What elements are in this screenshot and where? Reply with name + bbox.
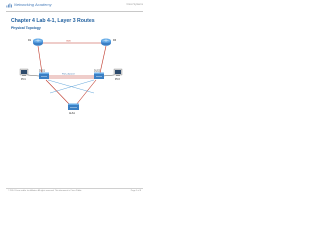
- link-dls2-als1: [76, 80, 96, 105]
- footer-divider: [6, 188, 143, 189]
- footer-copyright: © 2014 Cisco and/or its affiliates. All rights reserved. This document is Cisco Public.: [8, 190, 82, 192]
- cisco-logo-icon: [6, 3, 13, 9]
- host-pc1: [20, 69, 28, 76]
- section-heading: Physical Topology: [11, 26, 41, 30]
- router-r3-label: R3: [113, 39, 117, 42]
- router-r3: [101, 39, 111, 46]
- link-pc3-dls2: [103, 75, 114, 76]
- router-r1-label: R1: [28, 39, 32, 42]
- document-title: Chapter 4 Lab 4-1, Layer 3 Routes: [11, 18, 95, 24]
- page-header: [0, 0, 149, 12]
- link-r1-r3-label: G0/0: [66, 40, 71, 43]
- switch-dls1: [39, 73, 49, 80]
- link-pc1-dls1: [28, 75, 39, 76]
- header-title: Networking Academy: [14, 2, 52, 7]
- switch-als1-label: ALS1: [69, 112, 75, 115]
- link-dls1-dls2-label: Port-channel: [62, 73, 75, 76]
- switch-dls2: [94, 73, 104, 80]
- switch-dls1-label: DLS1: [39, 69, 45, 73]
- header-divider: [6, 11, 143, 12]
- physical-topology-diagram: [16, 33, 136, 121]
- router-r1: [33, 39, 43, 46]
- footer-page-number: Page 1 of 8: [130, 190, 141, 192]
- host-pc3: [114, 69, 122, 76]
- host-pc3-label: PC3: [115, 78, 120, 81]
- switch-als1: [68, 104, 79, 111]
- link-r3-dls2: [100, 46, 106, 73]
- header-right-text: Cisco Systems: [126, 3, 143, 6]
- host-pc1-label: PC1: [21, 78, 26, 81]
- link-dls1-als1: [46, 80, 70, 105]
- switch-dls2-label: DLS2: [94, 69, 100, 73]
